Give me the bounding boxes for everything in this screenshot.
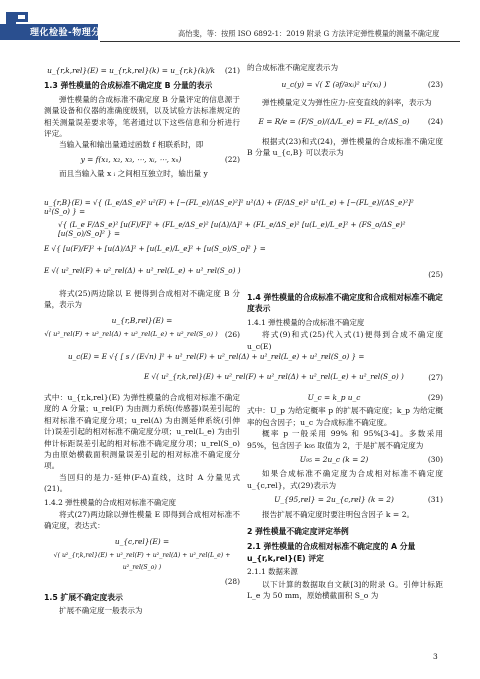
left-column-top: [44, 62, 240, 180]
equation-29-number: (29): [427, 393, 443, 402]
equation-26-number: (26): [224, 330, 240, 340]
equation-28-number: (28): [224, 577, 240, 587]
equation-25-line-1: u_{r,B}(E) = √{ (L_e/ΔS_e)² u²(F) + [−(FL_e)/(ΔS_e)²]² u²(Δ) + (F/ΔS_e)² u²(L_e) + [−(FL_e)/(ΔS_e)²]² u²(S_o) } =: [44, 198, 414, 216]
equation-25-number: (25): [428, 270, 443, 279]
right-column-mid: [247, 288, 443, 352]
equation-28-lhs-body: u_{c,rel}(E) =: [114, 536, 170, 546]
equation-28: [44, 550, 240, 573]
paragraph: 扩展不确定度一般表示为: [59, 605, 143, 615]
section-2-heading: 2 弹性模量不确定度评定举例: [247, 527, 349, 537]
paragraph: 将式(27)两边除以弹性模量 E 即得到合成相对标准不确定度，表达式：: [44, 510, 240, 531]
equation-28-lhs: [44, 536, 240, 547]
section-2-1-heading: 2.1 弹性模量的合成相对标准不确定度的 A 分量 u_{r,k,rel}(E) 评定: [247, 542, 416, 563]
equation-25-line-4: E √( u²_rel(F) + u²_rel(Δ) + u²_rel(L_e) + u²_rel(S_o) ): [44, 266, 241, 275]
paragraph: 将式(25)两边除以 E 便得到合成相对不确定度 B 分量，表示为: [44, 289, 240, 310]
equation-31: [247, 494, 443, 505]
journal-logo-text: 理化检验-物理分册: [30, 28, 111, 38]
paragraph: 弹性模量的合成标准不确定度 B 分量评定的信息源于测量设备和仪器的准确度级别，以及试验方法标准规定的相关测量误差要求等，笔者通过以下这些信息和分析进行评定。: [44, 94, 240, 139]
paragraph: 而且当输入量 x ᵢ 之间相互独立时，输出量 y: [59, 169, 208, 179]
equation-30-number: (30): [427, 455, 443, 465]
equation-28-body: √( u²_{r,k,rel}(E) + u²_rel(F) + u²_rel(Δ) + u²_rel(L_e) + u²_rel(S_o) ): [53, 552, 231, 571]
equation-26-body: √( u²_rel(F) + u²_rel(Δ) + u²_rel(L_e) + u²_rel(S_o) ): [44, 330, 218, 339]
equation-27-line-1: u_c(E) = E √{ [ s / (E√n) ]² + u²_rel(F) + u²_rel(Δ) + u²_rel(L_e) + u²_rel(S_o) } =: [68, 352, 365, 361]
right-column-top: [247, 62, 443, 158]
equation-24-body: E = R/e = (F/S_o)/(Δ/L_e) = FL_e/(ΔS_o): [258, 117, 410, 127]
equation-21: [44, 65, 240, 76]
paragraph: 当输入量和输出量通过函数 f 相联系时，即: [59, 140, 204, 150]
equation-27-number: (27): [428, 373, 443, 382]
equation-22-body: y = f(x₁, x₂, x₃, ⋯, xᵢ, ⋯, xₙ): [80, 154, 182, 164]
header-rule: [100, 41, 460, 42]
page-header: [0, 0, 480, 46]
equation-31-body: U_{95,rel} = 2u_{c,rel} (k = 2): [274, 495, 394, 505]
paragraph: 式中：U_p 为给定概率 p 的扩展不确定度；k_p 为给定概率的包含因子；u_c 为合成标准不确定度。: [247, 406, 443, 427]
equation-23-number: (23): [427, 80, 443, 90]
equation-24-number: (24): [427, 117, 443, 127]
page-number: 3: [433, 652, 438, 661]
paragraph: 的合成标准不确定度表示为: [247, 63, 339, 72]
paragraph: 当回归的是力-延伸(F-Δ)直线，这时 A 分量见式(21)。: [44, 472, 240, 494]
equation-28-number-line: [44, 576, 240, 587]
equation-26-lhs-body: u_{r,B,rel}(E) =: [111, 315, 173, 325]
paragraph: 式中：u_{r,k,rel}(E) 为弹性模量的合成相对标准不确定度的 A 分量；u_rel(F) 为由测力系统(传感器)误差引起的相对标准不确定度分项；u_rel(Δ) 为由测延伸系统(引伸计)误差引起的相对标准不确定度分项；u_rel(L_e) 为由引伸计标距误差引起的相对标准不确定度分项；u_rel(S_o) 为由原始横截面积测量误差引起的相对标准不确定度分项。: [44, 393, 240, 471]
section-1-3-heading: 1.3 弹性模量的合成标准不确定度 B 分量的表示: [44, 81, 213, 91]
equation-29-body: U_c = k_p u_c: [307, 393, 361, 402]
equation-21-body: u_{r,k,rel}(E) = u_{r,k,rel}(k) = u_{r,k}(k)/k: [47, 66, 215, 75]
left-column-lower: [44, 392, 240, 616]
equation-22-number: (22): [224, 154, 240, 164]
equation-25-line-3: E √{ [u(F)/F]² + [u(Δ)/Δ]² + [u(L_e)/L_e]² + [u(S_o)/S_o]² } =: [44, 244, 266, 253]
equation-30-body: U₉₅ = 2u_c (k = 2): [299, 455, 369, 465]
paragraph: 如果合成标准不确定度为合成相对标准不确定度 u_{c,rel}，式(29)表示为: [247, 469, 443, 490]
equation-22: [44, 154, 240, 165]
section-1-4-1-heading: 1.4.1 弹性模量的合成标准不确定度: [247, 317, 365, 327]
paragraph: 根据式(23)和式(24)，弹性模量的合成标准不确定度 B 分量 u_{c,B} 可以表示为: [247, 136, 443, 158]
equation-23: [247, 79, 443, 90]
paragraph: 报告扩展不确定度时要注明包含因子 k = 2。: [262, 509, 415, 519]
equation-26: [44, 329, 240, 340]
equation-25-line-2: √{ (L_e F/ΔS_e)² [u(F)/F]² + (FL_e/ΔS_e)² [u(Δ)/Δ]² + (FL_e/ΔS_e)² [u(L_e)/L_e]² + (FS_o/ΔS_e)² [u(S_o)/S_o]² } =: [58, 220, 406, 238]
paragraph: 概率 p 一般采用 99% 和 95%[3-4]。多数采用 95%，包含因子 k₉₅ 取值为 2，于是扩展不确定度为: [247, 429, 443, 450]
equation-24: [247, 116, 443, 127]
equation-31-number: (31): [427, 495, 443, 505]
section-1-5-heading: 1.5 扩展不确定度表示: [44, 592, 123, 602]
section-1-4-2-heading: 1.4.2 弹性模量的合成相对标准不确定度: [44, 497, 177, 507]
left-column-bottom: [44, 288, 240, 344]
section-2-1-1-heading: 2.1.1 数据来源: [247, 567, 298, 577]
right-column-lower: [247, 392, 443, 602]
equation-21-number: (21): [224, 66, 240, 75]
equation-29: [247, 392, 443, 403]
equation-26-lhs: [44, 315, 240, 326]
equation-25-block: [44, 198, 443, 286]
equation-23-body: u_c(y) = √( Σ (∂f/∂xᵢ)² u²(xᵢ) ): [281, 80, 387, 90]
paragraph: 以下计算的数据取自文献[3]的附录 G。引伸计标距 L_e 为 50 mm，原始横截面积 S_o 为: [247, 579, 443, 601]
paragraph: 弹性模量定义为弹性应力-应变直线的斜率，表示为: [262, 97, 432, 107]
running-head: 高怡斐，等：按照 ISO 6892-1：2019 附录 G 方法评定弹性模量的测量不确定度: [178, 29, 440, 38]
equation-27-block: [44, 352, 443, 390]
equation-27-line-2: E √( u²_{r,k,rel}(E) + u²_rel(F) + u²_rel(Δ) + u²_rel(L_e) + u²_rel(S_o) ): [144, 372, 404, 381]
equation-30: [247, 454, 443, 465]
paragraph: 将式(9)和式(25)代入式(1)便得到合成不确定度 u_c(E): [247, 330, 443, 351]
section-1-4-heading: 1.4 弹性模量的合成标准不确定度和合成相对标准不确定度表示: [247, 293, 443, 314]
